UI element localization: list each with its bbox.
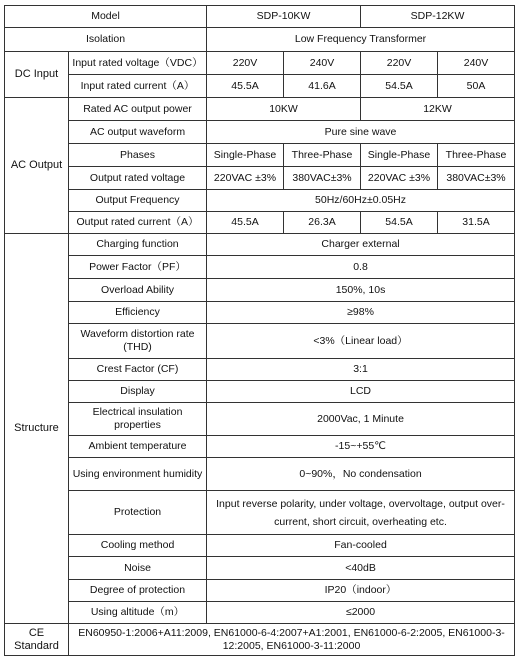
dc-voltage-cell: 220V <box>207 52 284 75</box>
structure-label: Using environment humidity <box>69 458 207 491</box>
model-header: Model <box>5 6 207 28</box>
structure-label: Ambient temperature <box>69 436 207 458</box>
structure-label: Crest Factor (CF) <box>69 359 207 381</box>
structure-row <box>5 256 515 279</box>
dc-current-row <box>5 75 515 98</box>
structure-value: Fan-cooled <box>207 535 515 557</box>
phases-cell: Single-Phase <box>361 144 438 167</box>
structure-row <box>5 403 515 436</box>
structure-label: Overload Ability <box>69 279 207 302</box>
structure-value: Charger external <box>207 234 515 256</box>
structure-label: Display <box>69 381 207 403</box>
protection-value: Input reverse polarity, under voltage, overvoltage, output over-current, short circuit, overheating etc. <box>207 491 515 535</box>
isolation-label: Isolation <box>5 28 207 52</box>
structure-value: -15~+55℃ <box>207 436 515 458</box>
dc-input-group: DC Input <box>5 52 69 98</box>
structure-label: Power Factor（PF） <box>69 256 207 279</box>
structure-row <box>5 381 515 403</box>
ac-voltage-label: Output rated voltage <box>69 167 207 190</box>
ac-current-label: Output rated current（A） <box>69 212 207 234</box>
structure-value: <3%（Linear load） <box>207 324 515 359</box>
structure-value: 2000Vac, 1 Minute <box>207 403 515 436</box>
ac-current-row <box>5 212 515 234</box>
phases-cell: Three-Phase <box>284 144 361 167</box>
ac-waveform-value: Pure sine wave <box>207 121 515 144</box>
structure-group: Structure <box>5 234 69 624</box>
structure-label: Efficiency <box>69 302 207 324</box>
phases-cell: Single-Phase <box>207 144 284 167</box>
ac-output-group: AC Output <box>5 98 69 234</box>
structure-row <box>5 602 515 624</box>
isolation-value: Low Frequency Transformer <box>207 28 515 52</box>
ac-current-cell: 54.5A <box>361 212 438 234</box>
ac-power-row <box>5 98 515 121</box>
dc-voltage-row <box>5 52 515 75</box>
ac-power-cell: 10KW <box>207 98 361 121</box>
ac-current-cell: 45.5A <box>207 212 284 234</box>
dc-current-cell: 54.5A <box>361 75 438 98</box>
dc-current-label: Input rated current（A） <box>69 75 207 98</box>
structure-label: Degree of protection <box>69 580 207 602</box>
dc-current-cell: 45.5A <box>207 75 284 98</box>
structure-label: Using altitude（m） <box>69 602 207 624</box>
structure-value: 150%, 10s <box>207 279 515 302</box>
ac-voltage-cell: 220VAC ±3% <box>361 167 438 190</box>
structure-row <box>5 535 515 557</box>
structure-row <box>5 302 515 324</box>
structure-value: 0.8 <box>207 256 515 279</box>
ce-standard-row <box>5 624 515 656</box>
structure-label: Protection <box>69 491 207 535</box>
phases-row <box>5 144 515 167</box>
structure-value: ≥98% <box>207 302 515 324</box>
structure-row <box>5 279 515 302</box>
header-row <box>5 6 515 28</box>
structure-row <box>5 324 515 359</box>
structure-row <box>5 436 515 458</box>
structure-row <box>5 580 515 602</box>
dc-voltage-cell: 240V <box>284 52 361 75</box>
structure-label: Charging function <box>69 234 207 256</box>
ac-voltage-cell: 220VAC ±3% <box>207 167 284 190</box>
ac-current-cell: 26.3A <box>284 212 361 234</box>
dc-current-cell: 50A <box>438 75 515 98</box>
ac-current-cell: 31.5A <box>438 212 515 234</box>
ac-voltage-row <box>5 167 515 190</box>
ac-power-cell: 12KW <box>361 98 515 121</box>
structure-value: ≤2000 <box>207 602 515 624</box>
structure-value: LCD <box>207 381 515 403</box>
frequency-row <box>5 190 515 212</box>
structure-row <box>5 557 515 580</box>
structure-value: 3:1 <box>207 359 515 381</box>
sdp-10kw-header: SDP-10KW <box>207 6 361 28</box>
structure-value: <40dB <box>207 557 515 580</box>
ac-power-label: Rated AC output power <box>69 98 207 121</box>
structure-value: IP20（indoor） <box>207 580 515 602</box>
phases-cell: Three-Phase <box>438 144 515 167</box>
structure-label: Electrical insulation properties <box>69 403 207 436</box>
ce-standard-group: CE Standard <box>5 624 69 656</box>
structure-row <box>5 234 515 256</box>
dc-voltage-cell: 240V <box>438 52 515 75</box>
structure-value: 0~90%，No condensation <box>207 458 515 491</box>
structure-label: Cooling method <box>69 535 207 557</box>
phases-label: Phases <box>69 144 207 167</box>
sdp-12kw-header: SDP-12KW <box>361 6 515 28</box>
dc-voltage-label: Input rated voltage（VDC） <box>69 52 207 75</box>
isolation-row <box>5 28 515 52</box>
structure-row <box>5 359 515 381</box>
frequency-value: 50Hz/60Hz±0.05Hz <box>207 190 515 212</box>
ac-waveform-label: AC output waveform <box>69 121 207 144</box>
frequency-label: Output Frequency <box>69 190 207 212</box>
spec-table <box>4 5 515 656</box>
structure-row <box>5 491 515 535</box>
structure-row <box>5 458 515 491</box>
ac-waveform-row <box>5 121 515 144</box>
ac-voltage-cell: 380VAC±3% <box>438 167 515 190</box>
ac-voltage-cell: 380VAC±3% <box>284 167 361 190</box>
dc-current-cell: 41.6A <box>284 75 361 98</box>
structure-label: Waveform distortion rate (THD) <box>69 324 207 359</box>
dc-voltage-cell: 220V <box>361 52 438 75</box>
structure-label: Noise <box>69 557 207 580</box>
ce-standard-value: EN60950-1:2006+A11:2009, EN61000-6-4:2007+A1:2001, EN61000-6-2:2005, EN61000-3-12:2005, EN61000-3-11:2000 <box>69 624 515 656</box>
